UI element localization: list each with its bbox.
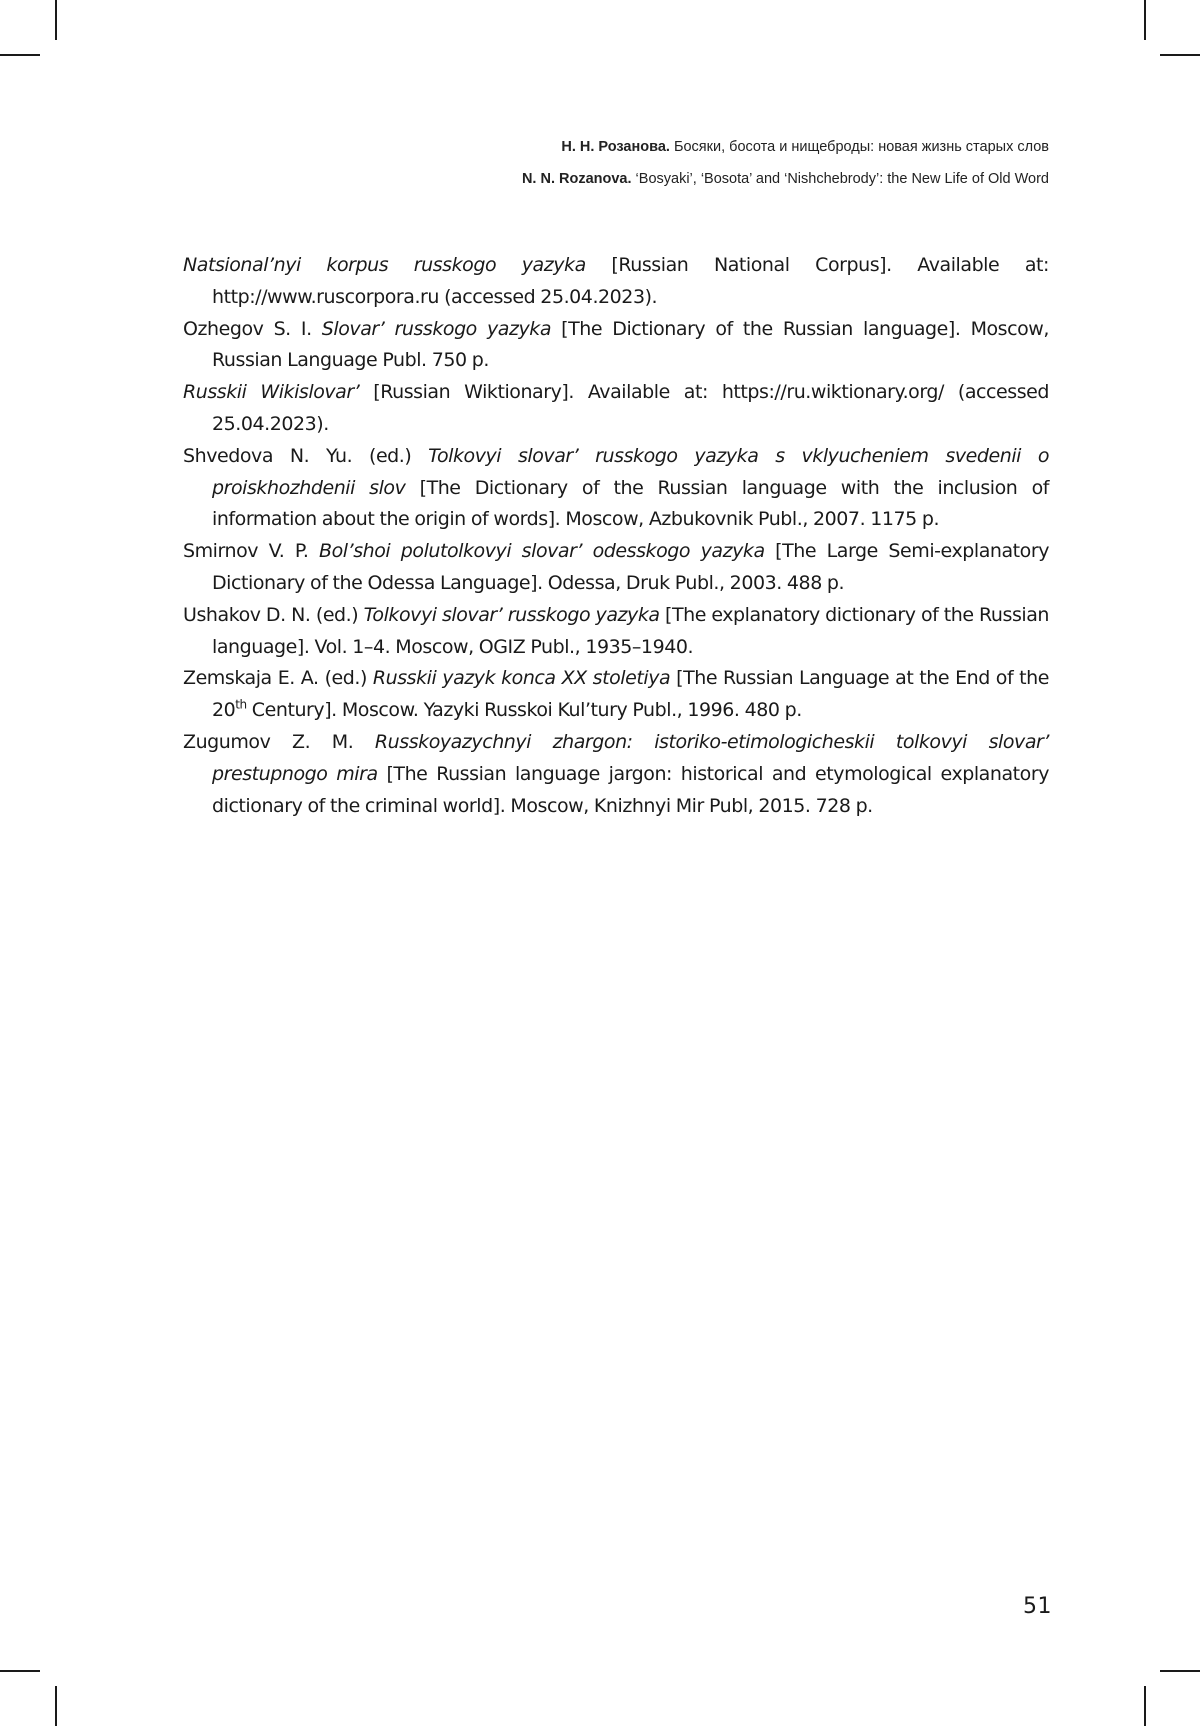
ref-author: Zugumov Z. M. <box>183 730 375 753</box>
running-head-ru <box>561 139 1049 155</box>
ref-details: [The Dictionary of the Russian language]. Moscow, Russian Language Publ. 750 p. <box>212 317 1049 372</box>
ref-title: Tolkovyi slovar’ russkogo yazyka s vklyucheniem svedenii o proiskhozhdenii slov <box>212 444 1049 499</box>
crop-mark <box>1144 1686 1146 1726</box>
ref-superscript: th <box>235 697 247 712</box>
ref-details: Century]. Moscow. Yazyki Russkoi Kul’tury Publ., 1996. 480 p. <box>246 699 802 722</box>
running-head-ru-author: Н. Н. Розанова. <box>561 139 670 155</box>
ref-details: [The Large Semi-explanatory Dictionary of the Odessa Language]. Odessa, Druk Publ., 2003. 488 p. <box>212 540 1050 594</box>
ref-title: Tolkovyi slovar’ russkogo yazyka <box>363 603 660 626</box>
ref-author: Zemskaja E. A. (ed.) <box>183 667 373 690</box>
running-head-ru-title: Босяки, босота и нищеброды: новая жизнь старых слов <box>673 139 1049 155</box>
running-head-en-author: N. N. Rozanova. <box>521 171 632 187</box>
reference-item <box>183 727 1049 822</box>
ref-title: Russkii Wikislovar’ <box>183 381 360 404</box>
reference-item <box>183 663 1049 727</box>
ref-title: Slovar’ russkogo yazyka <box>321 317 552 340</box>
ref-details: [The explanatory dictionary of the Russian language]. Vol. 1–4. Moscow, OGIZ Publ., 1935–1940. <box>212 603 1050 658</box>
running-head-en-title: ‘Bosyaki’, ‘Bosota’ and ‘Nishchebrody’: the New Life of Old Word <box>635 171 1049 187</box>
ref-author: Ozhegov S. I. <box>183 317 322 340</box>
reference-item <box>183 441 1049 536</box>
reference-item <box>183 250 1049 314</box>
reference-list <box>183 250 1049 822</box>
ref-details: [Russian National Corpus]. Available at: http://www.ruscorpora.ru (accessed 25.04.2023). <box>212 254 1050 308</box>
reference-item <box>183 600 1049 664</box>
ref-details: [Russian Wiktionary]. Available at: https://ru.wiktionary.org/ (accessed 25.04.2023). <box>212 381 1050 435</box>
ref-title: Natsional’nyi korpus russkogo yazyka <box>183 254 586 276</box>
running-head-en <box>522 171 1049 187</box>
ref-details: [The Russian language jargon: historical and etymological explanatory dictionary of the criminal world]. Moscow, Knizhnyi Mir Publ, 2015. 728 p. <box>212 762 1049 817</box>
reference-item <box>183 536 1049 600</box>
reference-item <box>183 377 1049 441</box>
page-number: 51 <box>1023 1594 1052 1619</box>
ref-title: Bol’shoi polutolkovyi slovar’ odesskogo yazyka <box>319 540 765 563</box>
ref-author: Shvedova N. Yu. (ed.) <box>183 444 429 467</box>
reference-item <box>183 314 1049 378</box>
crop-mark <box>1160 1670 1200 1672</box>
ref-author: Smirnov V. P. <box>183 540 320 563</box>
ref-details: [The Dictionary of the Russian language with the inclusion of information about the origin of words]. Moscow, Azbukovnik Publ., 2007. 1175 p. <box>212 476 1049 531</box>
ref-details: [The Russian Language at the End of the 20 <box>212 667 1049 722</box>
crop-mark <box>1144 0 1146 40</box>
crop-mark <box>55 1686 57 1726</box>
ref-title: Russkii yazyk konca XX stoletiya <box>372 667 671 690</box>
crop-mark <box>0 54 40 56</box>
ref-author: Ushakov D. N. (ed.) <box>183 603 364 626</box>
crop-mark <box>55 0 57 40</box>
crop-mark <box>1160 54 1200 56</box>
crop-mark <box>0 1670 40 1672</box>
ref-title: Russkoyazychnyi zhargon: istoriko-etimologicheskii tolkovyi slovar’ prestupnogo mira <box>212 730 1049 785</box>
